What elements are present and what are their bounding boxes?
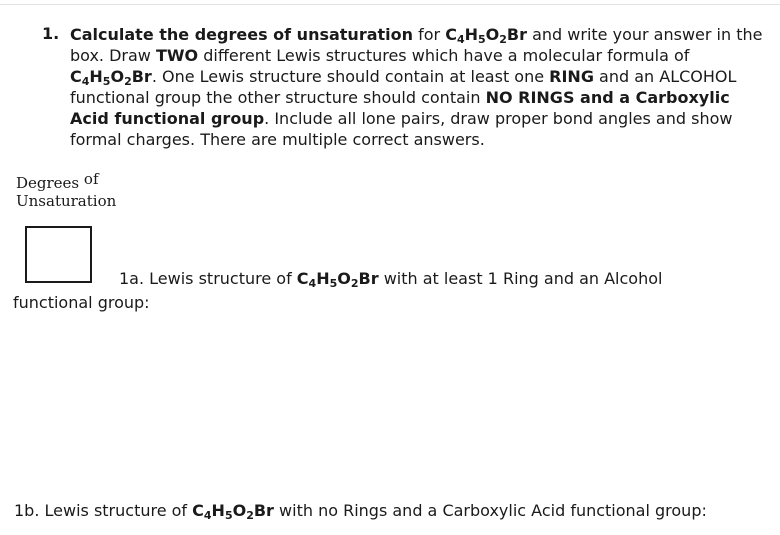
part-1a-heading: 1a. Lewis structure of $C_4H_5O_2Br$ with at least 1 Ring and an Alcohol [119,269,663,290]
formula: $C_4H_5O_2Br$ [445,25,528,46]
question-text-1: for [413,25,446,44]
question-text-6: . Include all lone pairs, draw proper bond angles and show formal charges. There are multiple correct answers. [70,109,733,149]
question-text [70,24,770,150]
top-divider [0,4,780,5]
formula: $C_4H_5O_2Br$ [296,269,379,290]
degrees-of-unsaturation-label: Degrees of Unsaturation [16,170,117,210]
question-bold-1: Calculate the degrees of unsaturation [70,25,414,44]
degrees-of-unsaturation-answer-box[interactable] [25,226,92,283]
question-bold-3: RING [549,67,594,86]
part-1a-heading-continued: functional group: [13,293,150,312]
question-number: 1. [42,24,60,43]
question-text-4: . One Lewis structure should contain at least one [151,67,550,86]
question-text-2: and write your answer in the box. Draw [70,25,763,65]
part-1b-heading: 1b. Lewis structure of $C_4H_5O_2Br$ with no Rings and a Carboxylic Acid functional group: [14,501,707,522]
question-text-5: and an ALCOHOL functional group the other structure should contain [70,67,737,107]
question-bold-2: TWO [155,46,199,65]
formula: $C_4H_5O_2Br$ [192,501,274,522]
formula: $C_4H_5O_2Br$ [70,67,152,88]
question-text-3: different Lewis structures which have a molecular formula of [198,46,690,65]
question-bold-4: NO RINGS and a Carboxylic Acid functional group [70,88,730,128]
